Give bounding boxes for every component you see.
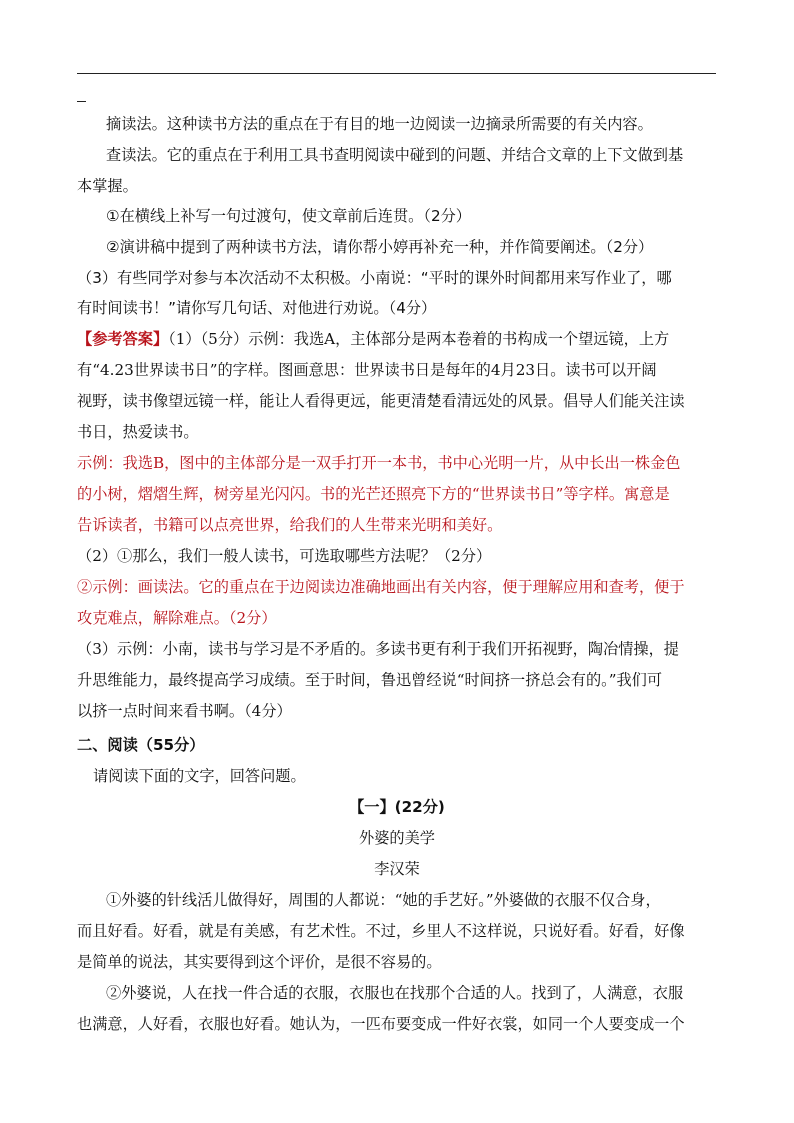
answer-line xyxy=(77,329,669,349)
answer-line: 书日，热爱读书。 xyxy=(77,423,199,441)
answer-line: 的小树，熠熠生辉，树旁星光闪闪。书的光芒还照亮下方的“世界读书日”等字样。寓意是 xyxy=(77,485,670,503)
answer-line: 示例：我选B，图中的主体部分是一双手打开一本书，书中心光明一片，从中长出一株金色 xyxy=(77,454,681,472)
text-line: （3）有些同学对参与本次活动不太积极。小南说：“平时的课外时间都用来写作业了，哪 xyxy=(77,269,672,287)
answer-line: 告诉读者，书籍可以点亮世界，给我们的人生带来光明和美好。 xyxy=(77,516,503,534)
passage-author: 李汉荣 xyxy=(374,860,420,878)
answer-line: 有“4.23世界读书日”的字样。图画意思：世界读书日是每年的4月23日。读书可以开阔 xyxy=(77,361,657,379)
text-line: 有时间读书！”请你写几句话、对他进行劝说。（4分） xyxy=(77,299,437,317)
passage-title: 外婆的美学 xyxy=(359,829,435,847)
text-line: ②演讲稿中提到了两种读书方法，请你帮小婷再补充一种，并作简要阐述。（2分） xyxy=(106,238,654,256)
passage-number: 【一】(22分) xyxy=(349,798,445,816)
passage-line: 也满意，人好看，衣服也好看。她认为，一匹布要变成一件好衣裳，如同一个人要变成一个 xyxy=(77,1015,685,1033)
passage-line: ②外婆说，人在找一件合适的衣服，衣服也在找那个合适的人。找到了，人满意，衣服 xyxy=(106,984,684,1002)
passage-line: ①外婆的针线活儿做得好，周围的人都说：“她的手艺好。”外婆做的衣服不仅合身， xyxy=(106,891,661,909)
answer-tag: 【参考答案】 xyxy=(77,330,169,348)
instruction-text: 请阅读下面的文字，回答问题。 xyxy=(93,767,306,785)
answer-line: 视野，读书像望远镜一样，能让人看得更远，能更清楚看清远处的风景。倡导人们能关注读 xyxy=(77,392,685,410)
text-line: ①在横线上补写一句过渡句，使文章前后连贯。（2分） xyxy=(106,207,471,225)
answer-line: 升思维能力，最终提高学习成绩。至于时间，鲁迅曾经说“时间挤一挤总会有的。”我们可 xyxy=(77,671,663,689)
answer-line: 以挤一点时间来看书啊。（4分） xyxy=(77,702,292,720)
passage-line: 而且好看。好看，就是有美感，有艺术性。不过，乡里人不这样说，只说好看。好看，好像 xyxy=(77,922,685,940)
passage-line: 是简单的说法，其实要得到这个评价，是很不容易的。 xyxy=(77,953,442,971)
answer-text: （1）（5分）示例：我选A，主体部分是两本卷着的书构成一个望远镜，上方 xyxy=(168,330,670,348)
text-line: 查读法。它的重点在于利用工具书查明阅读中碰到的问题、并结合文章的上下文做到基 xyxy=(106,146,684,164)
section-heading: 二、阅读（55分） xyxy=(77,736,205,754)
answer-line: （2）①那么，我们一般人读书，可选取哪些方法呢？（2分） xyxy=(77,547,492,565)
header-rule xyxy=(77,73,716,74)
header-dash xyxy=(77,101,86,102)
text-line: 摘读法。这种读书方法的重点在于有目的地一边阅读一边摘录所需要的有关内容。 xyxy=(106,115,653,133)
answer-line: （3）示例：小南，读书与学习是不矛盾的。多读书更有利于我们开拓视野，陶冶情操，提 xyxy=(77,640,679,658)
answer-line: 攻克难点，解除难点。（2分） xyxy=(77,609,277,627)
answer-line: ②示例：画读法。它的重点在于边阅读边准确地画出有关内容，便于理解应用和查考，便于 xyxy=(77,578,685,596)
text-line: 本掌握。 xyxy=(77,177,138,195)
